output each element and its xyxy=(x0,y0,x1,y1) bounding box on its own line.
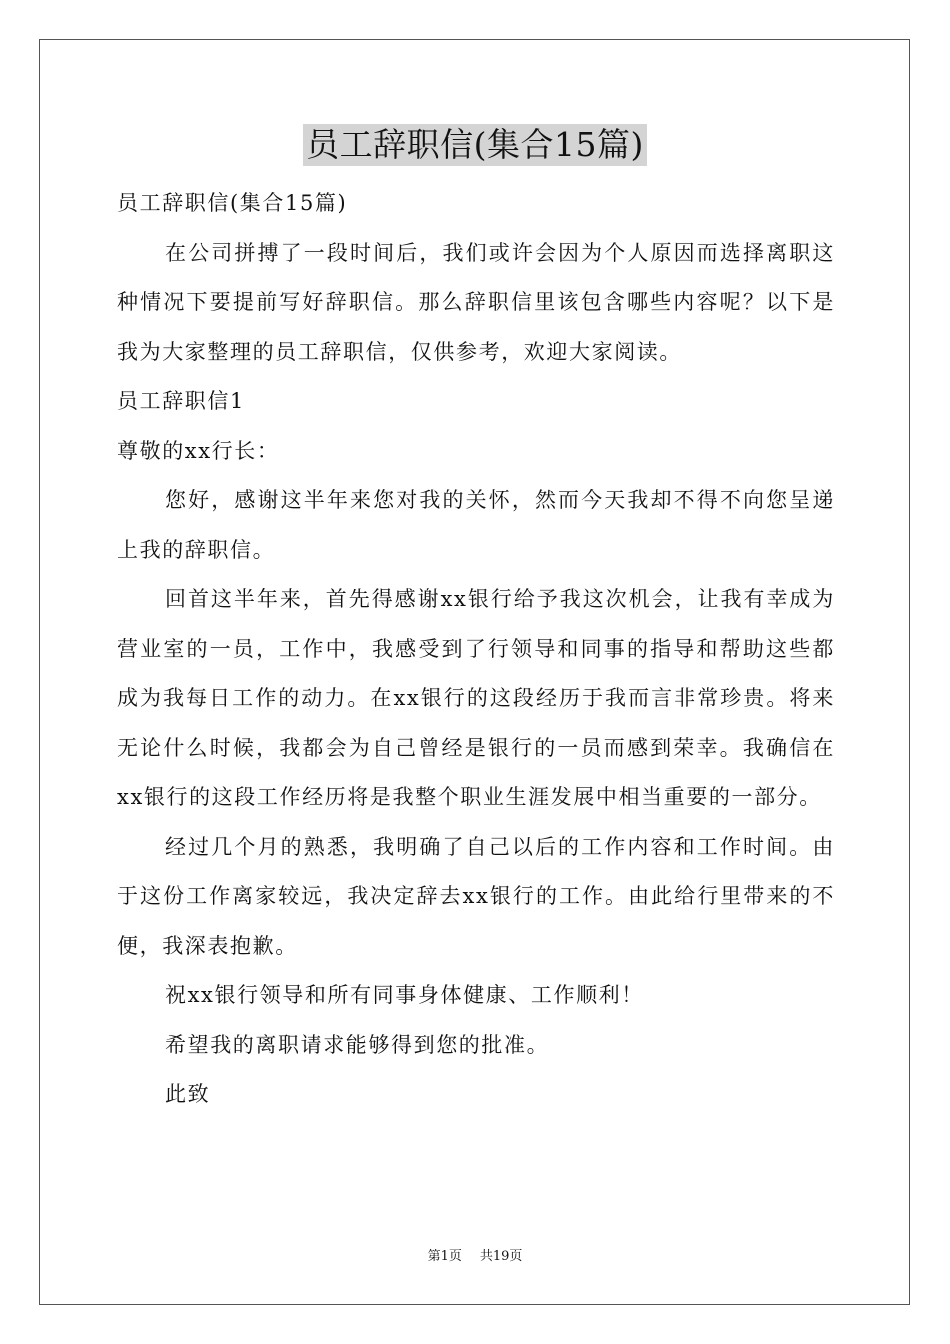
body-paragraph: 经过几个月的熟悉，我明确了自己以后的工作内容和工作时间。由于这份工作离家较远，我决定辞去xx银行的工作。由此给行里带来的不便，我深表抱歉。 xyxy=(117,834,835,958)
salutation: 尊敬的xx行长： xyxy=(117,438,280,463)
intro-paragraph: 在公司拼搏了一段时间后，我们或许会因为个人原因而选择离职这种情况下要提前写好辞职信。那么辞职信里该包含哪些内容呢？以下是我为大家整理的员工辞职信，仅供参考，欢迎大家阅读。 xyxy=(117,240,835,364)
document-title: 员工辞职信(集合15篇) xyxy=(303,124,647,166)
body-paragraph: 回首这半年来，首先得感谢xx银行给予我这次机会，让我有幸成为营业室的一员，工作中，我感受到了行领导和同事的指导和帮助这些都成为我每日工作的动力。在xx银行的这段经历于我而言非常珍贵。将来无论什么时候，我都会为自己曾经是银行的一员而感到荣幸。我确信在xx银行的这段工作经历将是我整个职业生涯发展中相当重要的一部分。 xyxy=(117,587,835,809)
body-paragraph: 您好，感谢这半年来您对我的关怀，然而今天我却不得不向您呈递上我的辞职信。 xyxy=(117,488,835,562)
closing-salute: 此致 xyxy=(165,1082,211,1106)
page-number: 第1页 xyxy=(427,1249,462,1264)
page-total: 共19页 xyxy=(479,1249,523,1264)
section-heading: 员工辞职信1 xyxy=(117,389,245,413)
page-footer xyxy=(0,1247,950,1267)
document-body xyxy=(117,179,835,1120)
document-subtitle: 员工辞职信(集合15篇) xyxy=(117,191,348,215)
title-container xyxy=(0,124,950,166)
closing-request: 希望我的离职请求能够得到您的批准。 xyxy=(165,1032,550,1057)
closing-wish: 祝xx银行领导和所有同事身体健康、工作顺利！ xyxy=(165,983,644,1007)
